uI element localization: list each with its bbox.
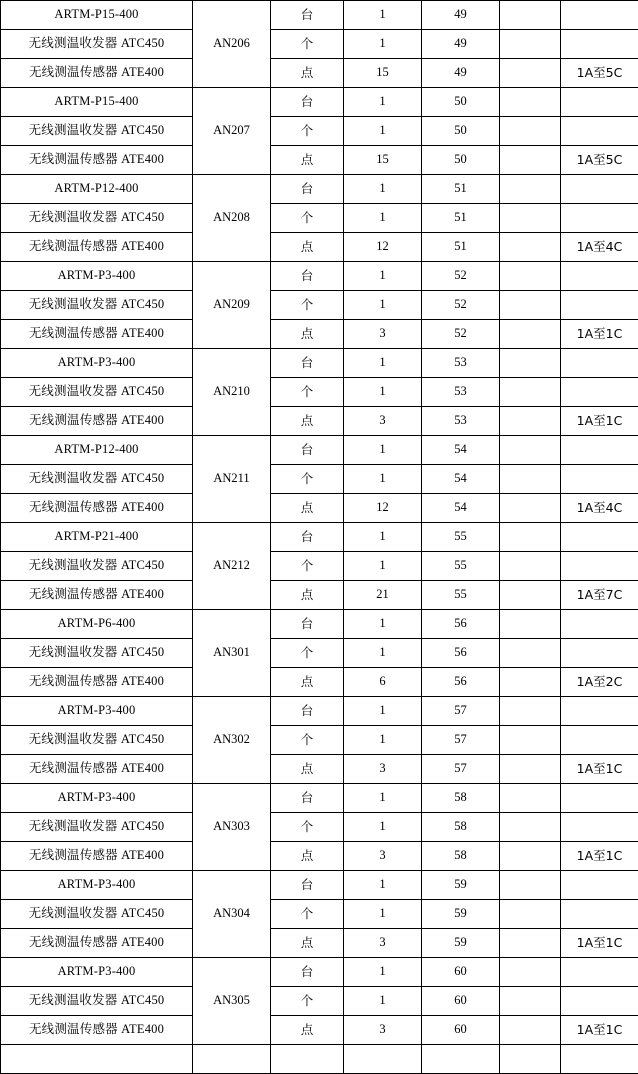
cell-blank	[500, 784, 561, 813]
cell-number: 56	[422, 639, 500, 668]
cell-number: 57	[422, 697, 500, 726]
cell-blank	[500, 668, 561, 697]
cell-range	[561, 291, 638, 320]
cell-unit: 点	[271, 581, 344, 610]
cell-number: 50	[422, 146, 500, 175]
cell-blank	[500, 1, 561, 30]
cell-range: 1A至1C	[561, 1016, 638, 1045]
table-row	[1, 175, 638, 204]
table-row	[1, 813, 638, 842]
cell-number: 52	[422, 262, 500, 291]
cell-number: 58	[422, 842, 500, 871]
cell-item-name: 无线测温传感器 ATE400	[1, 320, 193, 349]
table-row	[1, 581, 638, 610]
cell-number: 55	[422, 581, 500, 610]
table-row	[1, 958, 638, 987]
table-row	[1, 378, 638, 407]
cell-blank	[193, 1045, 271, 1074]
cell-quantity: 3	[344, 407, 422, 436]
cell-unit: 台	[271, 697, 344, 726]
cell-number: 49	[422, 59, 500, 88]
cell-unit: 点	[271, 668, 344, 697]
table-row	[1, 523, 638, 552]
cell-cabinet-code: AN305	[193, 958, 271, 1045]
cell-range	[561, 30, 638, 59]
cell-item-name: 无线测温收发器 ATC450	[1, 378, 193, 407]
cell-item-name: 无线测温传感器 ATE400	[1, 233, 193, 262]
table-row	[1, 407, 638, 436]
cell-number: 60	[422, 958, 500, 987]
cell-quantity: 1	[344, 871, 422, 900]
cell-unit: 点	[271, 494, 344, 523]
cell-item-name: 无线测温传感器 ATE400	[1, 59, 193, 88]
cell-range	[561, 436, 638, 465]
cell-item-name: ARTM-P3-400	[1, 349, 193, 378]
table-row	[1, 639, 638, 668]
cell-blank	[500, 755, 561, 784]
cell-quantity: 1	[344, 958, 422, 987]
cell-number: 55	[422, 552, 500, 581]
cell-item-name: ARTM-P15-400	[1, 1, 193, 30]
cell-cabinet-code: AN303	[193, 784, 271, 871]
table-row	[1, 668, 638, 697]
cell-blank	[500, 871, 561, 900]
cell-blank	[500, 59, 561, 88]
cell-blank	[500, 175, 561, 204]
cell-range	[561, 262, 638, 291]
cell-range	[561, 349, 638, 378]
cell-blank	[561, 1045, 638, 1074]
cell-range: 1A至1C	[561, 929, 638, 958]
cell-quantity: 1	[344, 900, 422, 929]
cell-range	[561, 204, 638, 233]
table-row	[1, 88, 638, 117]
cell-unit: 台	[271, 958, 344, 987]
cell-number: 57	[422, 726, 500, 755]
cell-item-name: 无线测温收发器 ATC450	[1, 726, 193, 755]
cell-blank	[500, 407, 561, 436]
cell-range	[561, 697, 638, 726]
cell-blank	[500, 262, 561, 291]
cell-range	[561, 378, 638, 407]
cell-range: 1A至7C	[561, 581, 638, 610]
cell-range	[561, 117, 638, 146]
cell-quantity: 3	[344, 320, 422, 349]
cell-range	[561, 465, 638, 494]
table-row	[1, 610, 638, 639]
cell-blank	[500, 581, 561, 610]
cell-blank	[500, 88, 561, 117]
cell-quantity: 1	[344, 465, 422, 494]
cell-quantity: 1	[344, 378, 422, 407]
cell-number: 49	[422, 30, 500, 59]
cell-blank	[271, 1045, 344, 1074]
cell-blank	[500, 436, 561, 465]
cell-blank	[500, 929, 561, 958]
cell-unit: 台	[271, 610, 344, 639]
cell-item-name: ARTM-P12-400	[1, 175, 193, 204]
cell-item-name: 无线测温传感器 ATE400	[1, 929, 193, 958]
cell-blank	[500, 204, 561, 233]
cell-item-name: ARTM-P3-400	[1, 262, 193, 291]
table-row	[1, 117, 638, 146]
cell-blank	[500, 1016, 561, 1045]
table-row	[1, 929, 638, 958]
cell-blank	[500, 320, 561, 349]
cell-range: 1A至1C	[561, 320, 638, 349]
cell-blank	[500, 900, 561, 929]
cell-blank	[500, 465, 561, 494]
cell-unit: 个	[271, 465, 344, 494]
cell-blank	[500, 291, 561, 320]
cell-unit: 台	[271, 349, 344, 378]
cell-number: 54	[422, 494, 500, 523]
table-row	[1, 552, 638, 581]
cell-item-name: 无线测温传感器 ATE400	[1, 842, 193, 871]
cell-blank	[500, 146, 561, 175]
cell-cabinet-code: AN211	[193, 436, 271, 523]
cell-unit: 个	[271, 117, 344, 146]
cell-quantity: 1	[344, 117, 422, 146]
cell-range: 1A至5C	[561, 59, 638, 88]
cell-quantity: 15	[344, 146, 422, 175]
cell-quantity: 12	[344, 494, 422, 523]
cell-quantity: 1	[344, 552, 422, 581]
cell-number: 58	[422, 784, 500, 813]
cell-cabinet-code: AN207	[193, 88, 271, 175]
cell-item-name: 无线测温收发器 ATC450	[1, 552, 193, 581]
table-row-partial	[1, 1045, 638, 1074]
cell-unit: 点	[271, 929, 344, 958]
cell-item-name: 无线测温收发器 ATC450	[1, 465, 193, 494]
cell-quantity: 1	[344, 349, 422, 378]
cell-unit: 台	[271, 523, 344, 552]
cell-unit: 点	[271, 407, 344, 436]
cell-quantity: 1	[344, 1, 422, 30]
cell-blank	[500, 117, 561, 146]
cell-number: 50	[422, 117, 500, 146]
cell-quantity: 1	[344, 30, 422, 59]
cell-unit: 个	[271, 378, 344, 407]
cell-unit: 个	[271, 639, 344, 668]
cell-item-name: ARTM-P3-400	[1, 958, 193, 987]
cell-blank	[500, 813, 561, 842]
table-row	[1, 262, 638, 291]
cell-quantity: 1	[344, 262, 422, 291]
cell-quantity: 1	[344, 88, 422, 117]
cell-number: 54	[422, 465, 500, 494]
cell-blank	[500, 987, 561, 1016]
table-row	[1, 726, 638, 755]
cell-number: 51	[422, 233, 500, 262]
cell-quantity: 6	[344, 668, 422, 697]
cell-quantity: 1	[344, 175, 422, 204]
cell-number: 60	[422, 1016, 500, 1045]
cell-quantity: 1	[344, 523, 422, 552]
cell-range: 1A至2C	[561, 668, 638, 697]
table-row	[1, 842, 638, 871]
table-row	[1, 30, 638, 59]
cell-cabinet-code: AN206	[193, 1, 271, 88]
cell-number: 49	[422, 1, 500, 30]
cell-unit: 个	[271, 552, 344, 581]
table-row	[1, 146, 638, 175]
table-row	[1, 233, 638, 262]
cell-cabinet-code: AN212	[193, 523, 271, 610]
cell-number: 52	[422, 291, 500, 320]
cell-range	[561, 523, 638, 552]
table-row	[1, 436, 638, 465]
table-row	[1, 900, 638, 929]
cell-blank	[500, 552, 561, 581]
cell-quantity: 1	[344, 987, 422, 1016]
cell-blank	[500, 378, 561, 407]
table-row	[1, 755, 638, 784]
cell-quantity: 15	[344, 59, 422, 88]
table-row	[1, 291, 638, 320]
table-row	[1, 320, 638, 349]
cell-item-name: ARTM-P6-400	[1, 610, 193, 639]
table-row	[1, 1, 638, 30]
cell-unit: 台	[271, 1, 344, 30]
cell-cabinet-code: AN302	[193, 697, 271, 784]
cell-quantity: 1	[344, 436, 422, 465]
cell-cabinet-code: AN210	[193, 349, 271, 436]
cell-item-name: ARTM-P3-400	[1, 871, 193, 900]
cell-unit: 台	[271, 784, 344, 813]
cell-quantity: 1	[344, 697, 422, 726]
cell-number: 53	[422, 349, 500, 378]
cell-unit: 个	[271, 30, 344, 59]
table-row	[1, 349, 638, 378]
cell-item-name: ARTM-P3-400	[1, 697, 193, 726]
cell-item-name: ARTM-P12-400	[1, 436, 193, 465]
cell-number: 59	[422, 929, 500, 958]
cell-blank	[500, 523, 561, 552]
cell-blank	[500, 726, 561, 755]
cell-unit: 点	[271, 755, 344, 784]
cell-item-name: 无线测温收发器 ATC450	[1, 117, 193, 146]
table-row	[1, 59, 638, 88]
cell-cabinet-code: AN304	[193, 871, 271, 958]
cell-cabinet-code: AN209	[193, 262, 271, 349]
cell-number: 59	[422, 871, 500, 900]
cell-item-name: 无线测温传感器 ATE400	[1, 146, 193, 175]
cell-item-name: 无线测温收发器 ATC450	[1, 30, 193, 59]
cell-blank	[500, 697, 561, 726]
cell-range	[561, 900, 638, 929]
cell-item-name: 无线测温传感器 ATE400	[1, 668, 193, 697]
cell-item-name: 无线测温传感器 ATE400	[1, 755, 193, 784]
cell-number: 55	[422, 523, 500, 552]
cell-number: 53	[422, 407, 500, 436]
cell-unit: 台	[271, 436, 344, 465]
table-row	[1, 697, 638, 726]
cell-unit: 点	[271, 320, 344, 349]
cell-number: 52	[422, 320, 500, 349]
cell-number: 56	[422, 610, 500, 639]
cell-number: 51	[422, 175, 500, 204]
cell-number: 58	[422, 813, 500, 842]
cell-unit: 点	[271, 146, 344, 175]
cell-blank	[500, 842, 561, 871]
cell-number: 56	[422, 668, 500, 697]
cell-blank	[500, 30, 561, 59]
cell-quantity: 1	[344, 784, 422, 813]
cell-range: 1A至1C	[561, 842, 638, 871]
table-row	[1, 871, 638, 900]
cell-unit: 个	[271, 726, 344, 755]
cell-range	[561, 1, 638, 30]
cell-number: 57	[422, 755, 500, 784]
cell-item-name: 无线测温传感器 ATE400	[1, 494, 193, 523]
cell-range	[561, 88, 638, 117]
cell-quantity: 12	[344, 233, 422, 262]
cell-quantity: 1	[344, 639, 422, 668]
cell-blank	[500, 233, 561, 262]
table-row	[1, 465, 638, 494]
cell-blank	[500, 610, 561, 639]
table-row	[1, 987, 638, 1016]
cell-number: 59	[422, 900, 500, 929]
cell-range	[561, 639, 638, 668]
cell-item-name: 无线测温收发器 ATC450	[1, 639, 193, 668]
cell-item-name: ARTM-P15-400	[1, 88, 193, 117]
cell-range	[561, 726, 638, 755]
cell-quantity: 3	[344, 755, 422, 784]
cell-range	[561, 987, 638, 1016]
cell-quantity: 1	[344, 813, 422, 842]
cell-number: 53	[422, 378, 500, 407]
cell-blank	[1, 1045, 193, 1074]
cell-range: 1A至1C	[561, 755, 638, 784]
cell-range	[561, 552, 638, 581]
cell-quantity: 21	[344, 581, 422, 610]
cell-range: 1A至4C	[561, 494, 638, 523]
cell-cabinet-code: AN301	[193, 610, 271, 697]
cell-item-name: 无线测温传感器 ATE400	[1, 1016, 193, 1045]
cell-number: 54	[422, 436, 500, 465]
cell-unit: 点	[271, 233, 344, 262]
cell-blank	[500, 349, 561, 378]
cell-number: 60	[422, 987, 500, 1016]
cell-unit: 点	[271, 59, 344, 88]
cell-unit: 个	[271, 204, 344, 233]
cell-unit: 个	[271, 987, 344, 1016]
table-row	[1, 784, 638, 813]
cell-item-name: 无线测温收发器 ATC450	[1, 813, 193, 842]
cell-quantity: 1	[344, 204, 422, 233]
table-row	[1, 204, 638, 233]
cell-item-name: ARTM-P3-400	[1, 784, 193, 813]
cell-quantity: 1	[344, 291, 422, 320]
cell-quantity: 1	[344, 726, 422, 755]
cell-unit: 个	[271, 291, 344, 320]
cell-item-name: 无线测温收发器 ATC450	[1, 204, 193, 233]
cell-item-name: 无线测温收发器 ATC450	[1, 291, 193, 320]
cell-range: 1A至1C	[561, 407, 638, 436]
cell-quantity: 3	[344, 929, 422, 958]
cell-number: 50	[422, 88, 500, 117]
cell-blank	[500, 494, 561, 523]
cell-unit: 点	[271, 842, 344, 871]
cell-item-name: 无线测温传感器 ATE400	[1, 407, 193, 436]
cell-cabinet-code: AN208	[193, 175, 271, 262]
cell-number: 51	[422, 204, 500, 233]
cell-quantity: 3	[344, 1016, 422, 1045]
cell-unit: 台	[271, 262, 344, 291]
cell-quantity: 3	[344, 842, 422, 871]
cell-range	[561, 958, 638, 987]
cell-blank	[344, 1045, 422, 1074]
cell-unit: 台	[271, 871, 344, 900]
cell-range	[561, 871, 638, 900]
cell-unit: 台	[271, 88, 344, 117]
cell-unit: 个	[271, 900, 344, 929]
table-row	[1, 1016, 638, 1045]
cell-unit: 点	[271, 1016, 344, 1045]
cell-range	[561, 610, 638, 639]
cell-blank	[500, 639, 561, 668]
cell-blank	[500, 1045, 561, 1074]
cell-blank	[500, 958, 561, 987]
cell-range: 1A至5C	[561, 146, 638, 175]
cell-quantity: 1	[344, 610, 422, 639]
cell-item-name: 无线测温收发器 ATC450	[1, 987, 193, 1016]
cell-blank	[422, 1045, 500, 1074]
cell-range	[561, 175, 638, 204]
cell-range	[561, 813, 638, 842]
table-row	[1, 494, 638, 523]
cell-range	[561, 784, 638, 813]
cell-item-name: ARTM-P21-400	[1, 523, 193, 552]
cell-item-name: 无线测温收发器 ATC450	[1, 900, 193, 929]
cell-item-name: 无线测温传感器 ATE400	[1, 581, 193, 610]
cell-unit: 个	[271, 813, 344, 842]
cell-unit: 台	[271, 175, 344, 204]
cell-range: 1A至4C	[561, 233, 638, 262]
